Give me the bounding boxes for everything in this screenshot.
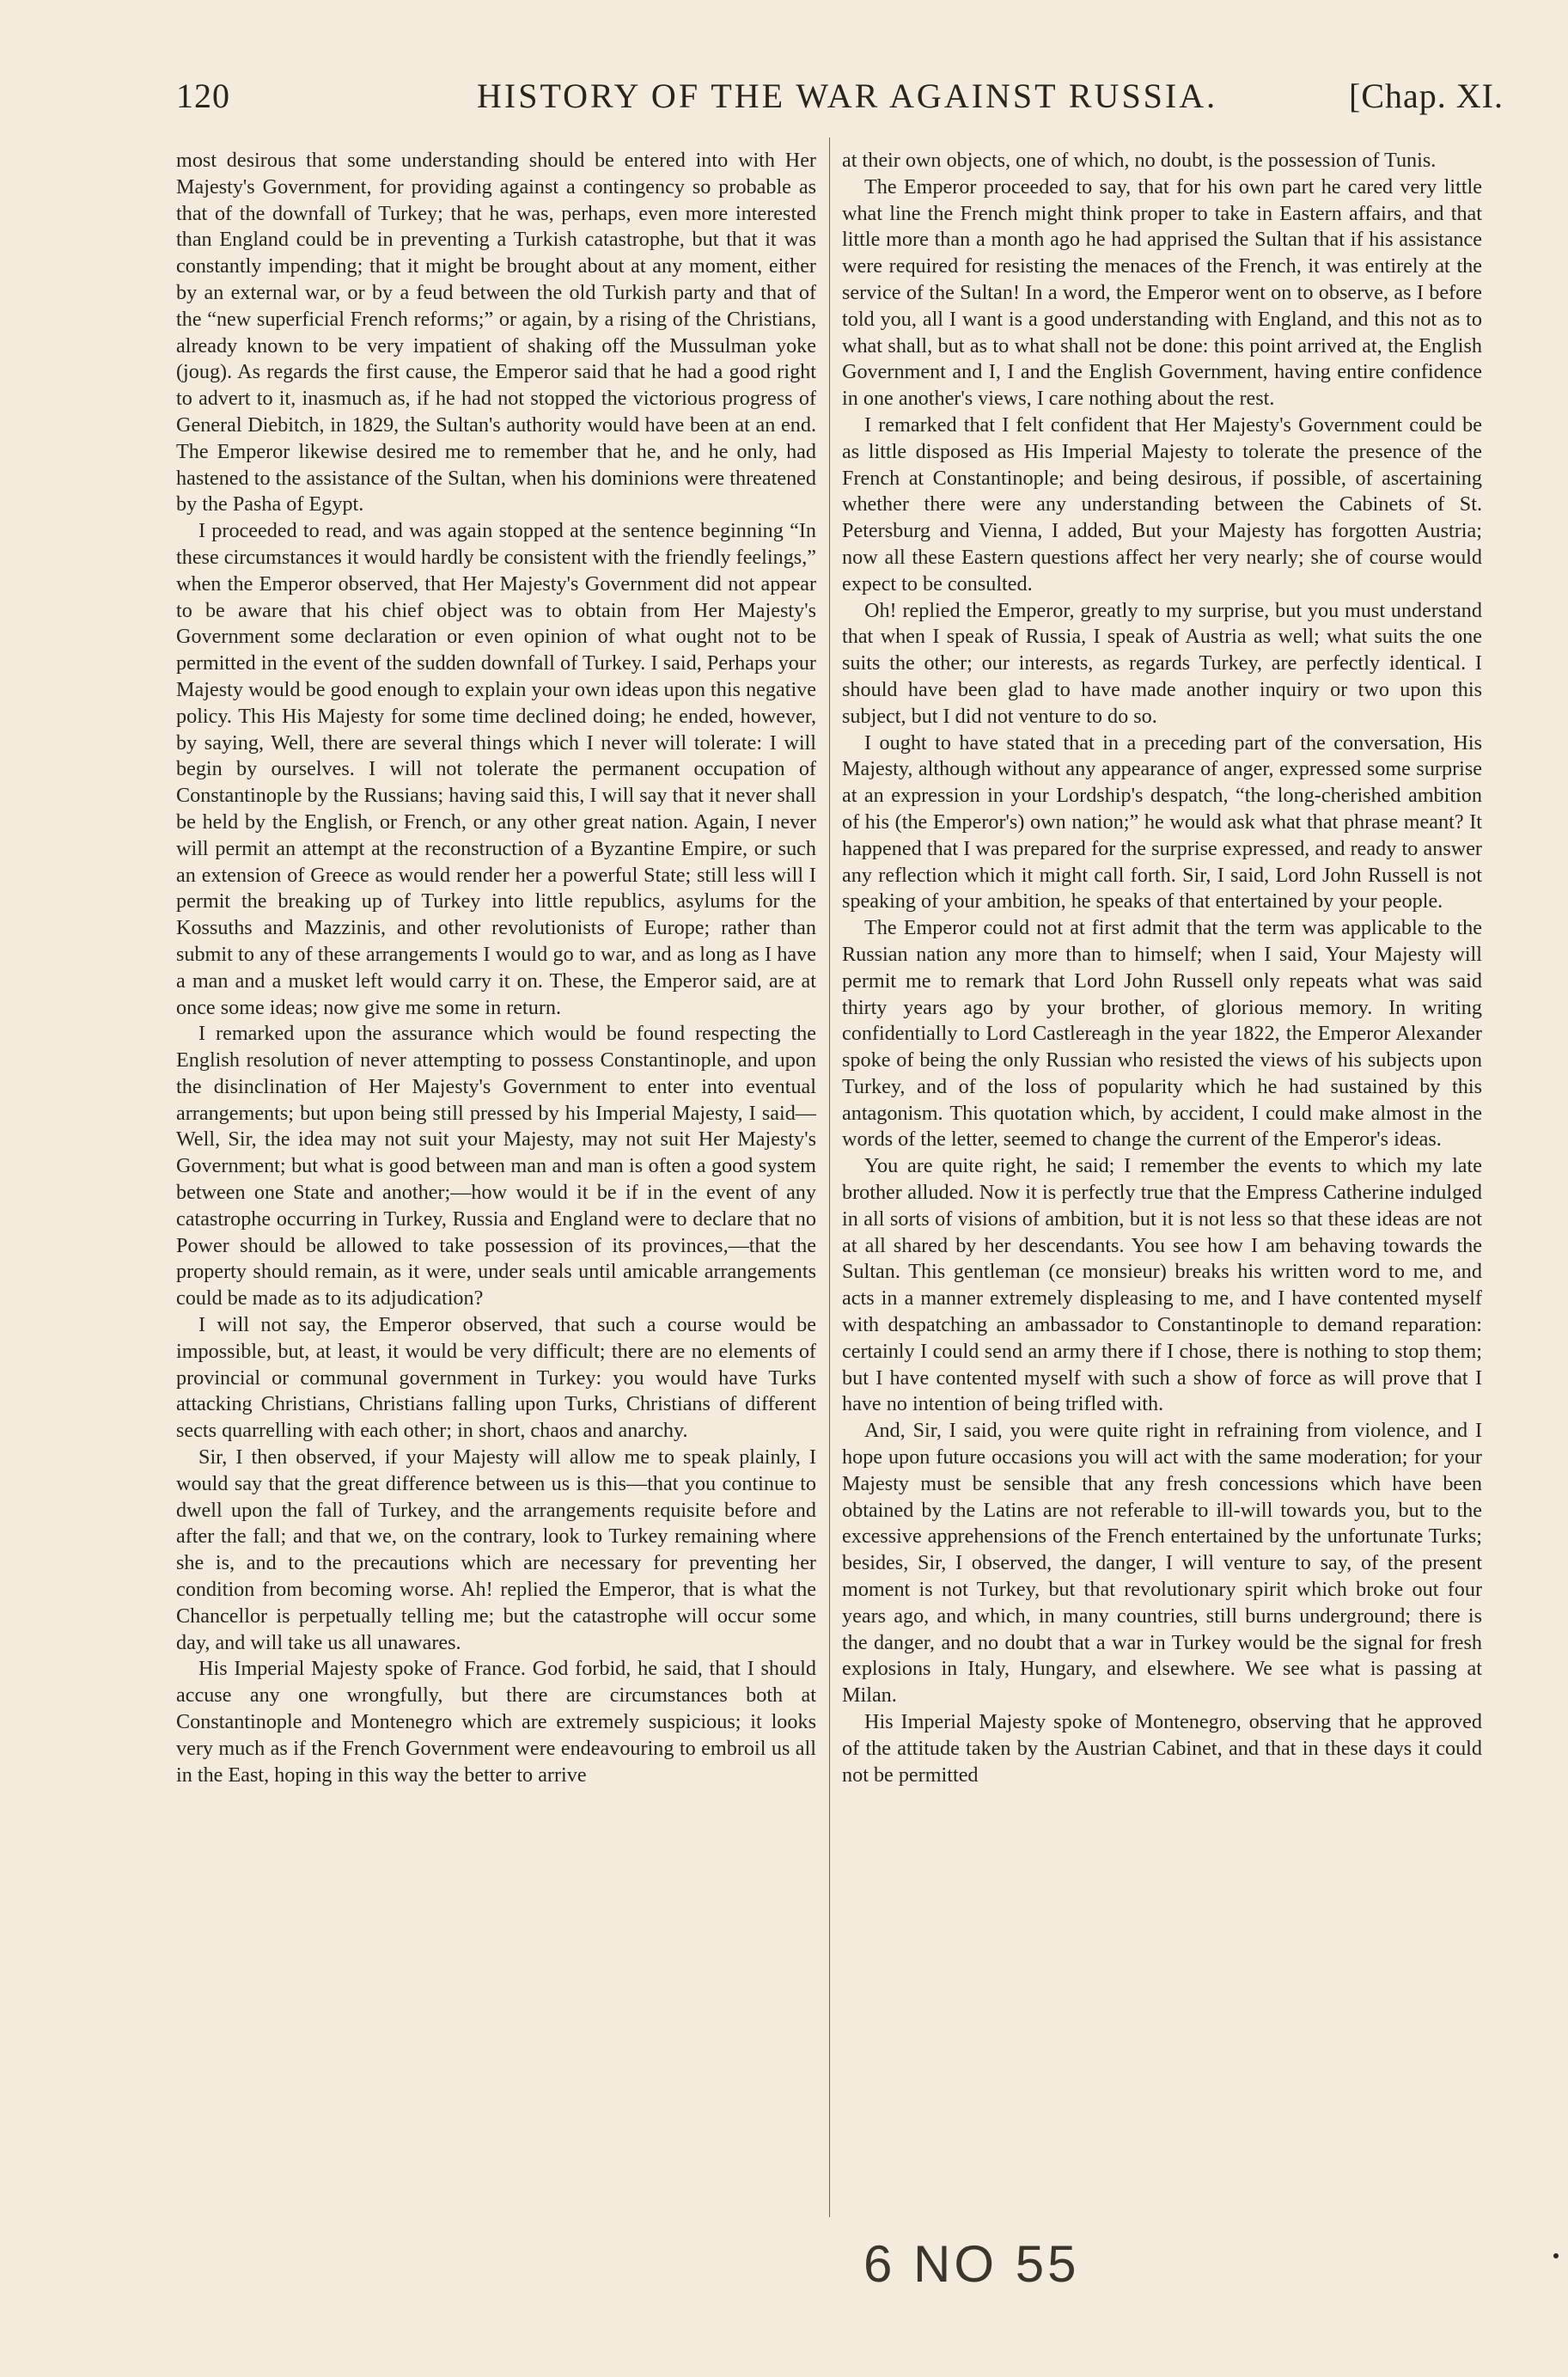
printer-signature-mark: 6 NO 55 <box>863 2235 1080 2293</box>
paragraph: You are quite right, he said; I remember the events to which my late brother alluded. Now it is perfectly true that the Empress Catherine indulged in all sorts of visions of ambition, but it is not less so that these ideas are not at all shared by her descendants. You see how I am behaving towards the Sultan. This gentleman (ce monsieur) breaks his written word to me, and acts in a manner extremely displeasing to me, and I have contented myself with despatching an ambassador to Constantinople to demand reparation: certainly I could send an army there if I chose, there is nothing to stop them; but I have contented myself with such a show of force as will prove that I have no intention of being trifled with. <box>842 1154 1482 1416</box>
column-divider <box>829 137 830 2217</box>
paragraph: And, Sir, I said, you were quite right in refraining from violence, and I hope upon future occasions you will act with the same moderation; for your Majesty must be sensible that any fresh concessions which have been obtained by the Latins are not referable to ill-will towards you, but to the excessive apprehensions of the French entertained by the unfortunate Turks; besides, Sir, I observed, the danger, I will venture to say, of the present moment is not Turkey, but that revolutionary spirit which broke out four years ago, and which, in many countries, still burns underground; there is the danger, and no doubt that a war in Turkey would be the signal for fresh explosions in Italy, Hungary, and elsewhere. We see what is passing at Milan. <box>842 1419 1482 1708</box>
paragraph: I proceeded to read, and was again stopped at the sentence beginning “In these circumstances it would hardly be consistent with the friendly feelings,” when the Emperor observed, that Her Majesty's Government did not appear to be aware that his chief object was to obtain from Her Majesty's Government some declaration or even opinion of what ought not to be permitted in the event of the sudden downfall of Turkey. I said, Perhaps your Majesty would be good enough to explain your own ideas upon this negative policy. This His Majesty for some time declined doing; he ended, however, by saying, Well, there are several things which I never will tolerate: I will begin by ourselves. I will not tolerate the permanent occupation of Constantinople by the Russians; having said this, I will say that it never shall be held by the English, or French, or any other great nation. Again, I never will permit an attempt at the reconstruction of a Byzantine Empire, or such an extension of Greece as would render her a powerful State; still less will I permit the breaking up of Turkey into little republics, asylums for the Kossuths and Mazzinis, and other revolutionists of Europe; rather than submit to any of these arrangements I would go to war, and as long as I have a man and a musket left would carry it on. These, the Emperor said, are at once some ideas; now give me some in return. <box>176 519 816 1019</box>
chapter-label: [Chap. XI. <box>1349 76 1504 115</box>
running-title: HISTORY OF THE WAR AGAINST RUSSIA. <box>477 76 1218 115</box>
paragraph: Sir, I then observed, if your Majesty will allow me to speak plainly, I would say that the great difference between us is this—that you continue to dwell upon the fall of Turkey, and the arrangements requisite before and after the fall; and that we, on the contrary, look to Turkey remaining where she is, and to the precautions which are necessary for preventing her condition from becoming worse. Ah! replied the Emperor, that is what the Chancellor is perpetually telling me; but the catastrophe will occur some day, and will take us all unawares. <box>176 1445 816 1654</box>
paragraph: His Imperial Majesty spoke of Montenegro, observing that he approved of the attitude taken by the Austrian Cabinet, and that in these days it could not be permitted <box>842 1710 1482 1787</box>
right-column <box>842 148 1482 1788</box>
page-number: 120 <box>176 76 230 115</box>
ink-dot <box>1553 2253 1559 2258</box>
paragraph: at their own objects, one of which, no doubt, is the possession of Tunis. <box>842 149 1437 172</box>
page-header <box>176 76 1504 127</box>
paragraph: Oh! replied the Emperor, greatly to my surprise, but you must understand that when I speak of Russia, I speak of Austria as well; what suits the one suits the other; our interests, as regards Turkey, are perfectly identical. I should have been glad to have made another inquiry or two upon this subject, but I did not venture to do so. <box>842 598 1482 728</box>
paragraph: I will not say, the Emperor observed, that such a course would be impossible, but, at least, it would be very difficult; there are no elements of provincial or communal government in Turkey: you would have Turks attacking Christians, Christians falling upon Turks, Christians of different sects quarrelling with each other; in short, chaos and anarchy. <box>176 1313 816 1443</box>
paragraph: most desirous that some understanding should be entered into with Her Majesty's Government, for providing against a contingency so probable as that of the downfall of Turkey; that he was, perhaps, even more interested than England could be in preventing a Turkish catastrophe, but that it was constantly impending; that it might be brought about at any moment, either by an external war, or by a feud between the old Turkish party and that of the “new superficial French reforms;” or again, by a rising of the Christians, already known to be very impatient of shaking off the Mussulman yoke (joug). As regards the first cause, the Emperor said that he had a good right to advert to it, inasmuch as, if he had not stopped the victorious progress of General Diebitch, in 1829, the Sultan's authority would have been at an end. The Emperor likewise desired me to remember that he, and he only, had hastened to the assistance of the Sultan, when his dominions were threatened by the Pasha of Egypt. <box>176 149 816 516</box>
paragraph: I remarked upon the assurance which would be found respecting the English resolution of never attempting to possess Constantinople, and upon the disinclination of Her Majesty's Government to enter into eventual arrangements; but upon being still pressed by his Imperial Majesty, I said—Well, Sir, the idea may not suit your Majesty, may not suit Her Majesty's Government; but what is good between man and man is often a good system between one State and another;—how would it be if in the event of any catastrophe occurring in Turkey, Russia and England were to declare that no Power should be allowed to take possession of its provinces,—that the property should remain, as it were, under seals until amicable arrangements could be made as to its adjudication? <box>176 1022 816 1311</box>
paragraph: The Emperor proceeded to say, that for his own part he cared very little what line the French might think proper to take in Eastern affairs, and that little more than a month ago he had apprised the Sultan that if his assistance were required for resisting the menaces of the French, it was entirely at the service of the Sultan! In a word, the Emperor went on to observe, as I before told you, all I want is a good understanding with England, and this not as to what shall, but as to what shall not be done: this point arrived at, the English Government and I, I and the English Government, having entire confidence in one another's views, I care nothing about the rest. <box>842 174 1482 411</box>
paragraph: I ought to have stated that in a preceding part of the conversation, His Majesty, although without any appearance of anger, expressed some surprise at an expression in your Lordship's despatch, “the long-cherished ambition of his (the Emperor's) own nation;” he would ask what that phrase meant? It happened that I was prepared for the surprise expressed, and ready to answer any reflection which it might call forth. Sir, I said, Lord John Russell is not speaking of your ambition, he speaks of that entertained by your people. <box>842 730 1482 914</box>
left-column <box>176 148 816 1788</box>
paragraph: The Emperor could not at first admit that the term was applicable to the Russian nation any more than to himself; when I said, Your Majesty will permit me to remark that Lord John Russell only repeats what was said thirty years ago by your brother, of glorious memory. In writing confidentially to Lord Castlereagh in the year 1822, the Emperor Alexander spoke of being the only Russian who resisted the views of his subjects upon Turkey, and of the loss of popularity which he had sustained by this antagonism. This quotation which, by accident, I could make almost in the words of the letter, seemed to change the current of the Emperor's ideas. <box>842 916 1482 1152</box>
paragraph: His Imperial Majesty spoke of France. God forbid, he said, that I should accuse any one wrongfully, but there are circumstances both at Constantinople and Montenegro which are extremely suspicious; it looks very much as if the French Government were endeavouring to embroil us all in the East, hoping in this way the better to arrive <box>176 1657 816 1787</box>
paragraph: I remarked that I felt confident that Her Majesty's Government could be as little disposed as His Imperial Majesty to tolerate the presence of the French at Constantinople; and being desirous, if possible, of ascertaining whether there were any understanding between the Cabinets of St. Petersburg and Vienna, I added, But your Majesty has forgotten Austria; now all these Eastern questions affect her very nearly; she of course would expect to be consulted. <box>842 412 1482 596</box>
